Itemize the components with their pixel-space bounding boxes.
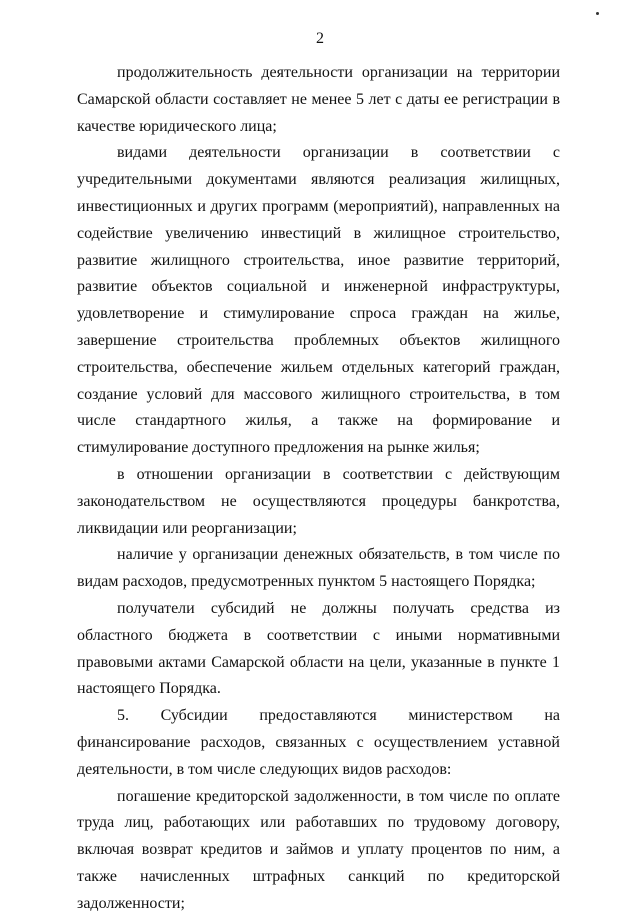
paragraph-activity-types: видами деятельности организации в соответствии с учредительными документами являются реализация жилищных, инвестиционных и других программ (мероприятий), направленных на содействие увеличению инвестиций в жилищное строительство, развитие жилищного строительства, иное развитие территорий, развитие объектов социальной и инженерной инфраструктуры, удовлетворение и стимулирование спроса граждан на жилье, завершение строительства проблемных объектов жилищного строительства, обеспечение жильем отдельных категорий граждан, создание условий для массового жилищного строительства, в том числе стандартного жилья, а также на формирование и стимулирование доступного предложения на рынке жилья; [77,144,560,457]
paragraph-section-5-subsidies: 5. Субсидии предоставляются министерством на финансирование расходов, связанных с осуществлением уставной деятельности, в том числе следующих видов расходов: [77,707,560,778]
paragraph-no-other-funding: получатели субсидий не должны получать средства из областного бюджета в соответствии с иными нормативными правовыми актами Самарской области на цели, указанные в пункте 1 настоящего Порядка. [77,599,560,698]
paragraph-debt-repayment: погашение кредиторской задолженности, в том числе по оплате труда лиц, работающих или работавших по трудовому договору, включая возврат кредитов и займов и уплату процентов по ним, а также начисленных штрафных санкций по кредиторской задолженности; [77,787,560,912]
document-body [77,60,560,918]
page-number: 2 [316,30,324,47]
paragraph-no-bankruptcy: в отношении организации в соответствии с действующим законодательством не осуществляются процедуры банкротства, ликвидации или реорганизации; [77,465,560,537]
scan-speck [596,12,599,15]
paragraph-monetary-obligations: наличие у организации денежных обязательств, в том числе по видам расходов, предусмотренных пунктом 5 настоящего Порядка; [77,546,560,591]
paragraph-duration-requirement: продолжительность деятельности организации на территории Самарской области составляет не менее 5 лет с даты ее регистрации в качестве юридического лица; [77,64,560,135]
